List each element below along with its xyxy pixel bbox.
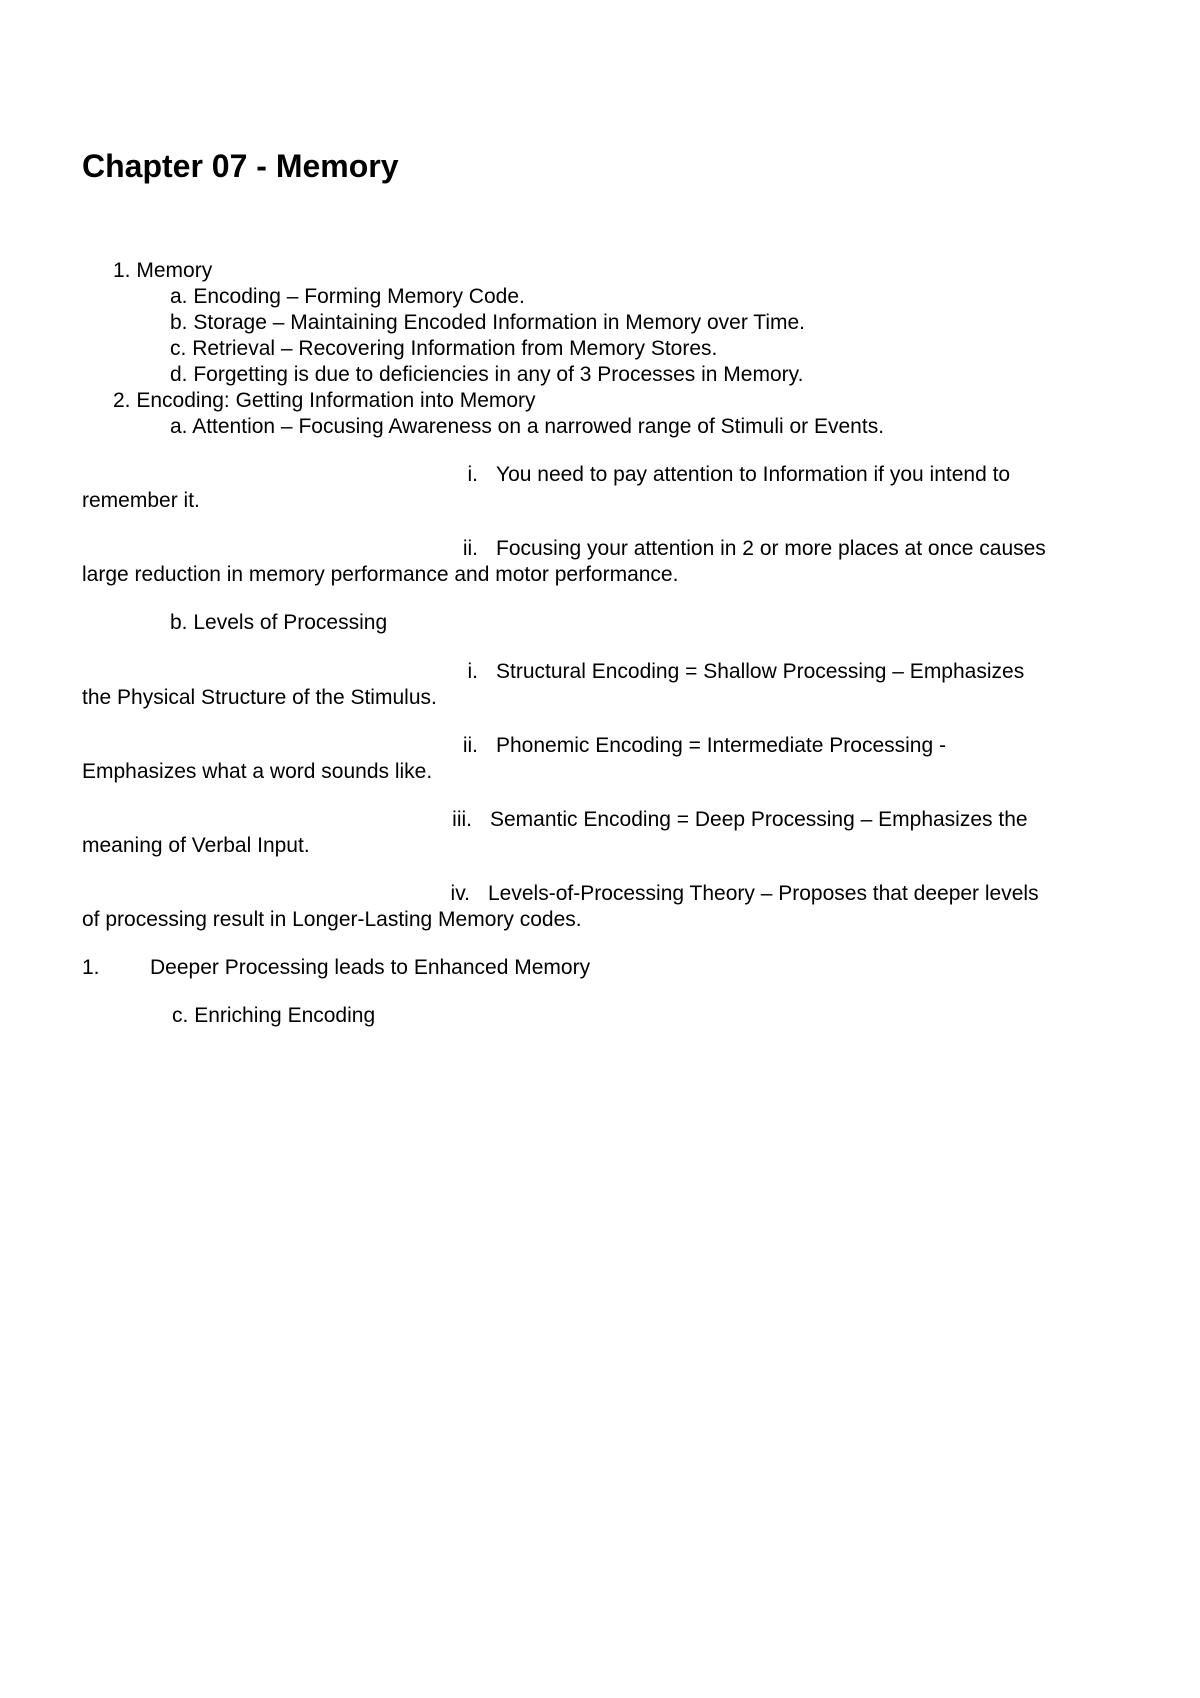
list-marker: iv. [450,882,470,905]
list-item-text: Enriching Encoding [194,1004,376,1027]
list-marker: b. [170,311,188,334]
list-item-continuation: the Physical Structure of the Stimulus. [82,686,437,709]
list-item-continuation: Emphasizes what a word sounds like. [82,760,433,783]
list-item-text: Encoding – Forming Memory Code. [193,285,525,308]
list-item-text: Levels of Processing [193,611,388,634]
list-marker: 2. [113,389,131,412]
list-marker: d. [170,363,188,386]
list-marker: ii. [462,734,478,757]
list-item-text: You need to pay attention to Information if you intend to [496,463,1011,486]
list-marker: i. [467,463,478,486]
list-item-text: Focusing your attention in 2 or more places at once causes [496,537,1046,560]
list-item-text: Phonemic Encoding = Intermediate Processing - [496,734,946,757]
list-item-text: Attention – Focusing Awareness on a narrowed range of Stimuli or Events. [192,415,885,438]
list-marker: c. [170,337,187,360]
list-item [170,310,805,336]
list-item-text: Structural Encoding = Shallow Processing – Emphasizes [496,660,1025,683]
page-title: Chapter 07 - Memory [82,148,399,184]
list-marker: 1. [113,259,131,282]
list-marker: iii. [452,808,472,831]
list-item [170,610,387,636]
list-item-continuation: remember it. [82,489,200,512]
list-item-continuation: meaning of Verbal Input. [82,834,310,857]
list-item-text: Forgetting is due to deficiencies in any of 3 Processes in Memory. [193,363,804,386]
list-item-text: Semantic Encoding = Deep Processing – Emphasizes the [490,808,1028,831]
list-item [422,881,1039,907]
list-item [430,659,1024,685]
list-item [113,388,536,414]
list-item [170,284,525,310]
list-marker: ii. [462,537,478,560]
list-item [424,807,1028,833]
list-item-text: Memory [136,259,213,282]
list-marker: b. [170,611,188,634]
list-marker: 1. [82,956,100,979]
list-item-text: Deeper Processing leads to Enhanced Memory [150,956,591,979]
list-item [170,362,803,388]
list-item-continuation: of processing result in Longer-Lasting Memory codes. [82,908,582,931]
list-item-text: Storage – Maintaining Encoded Information in Memory over Time. [193,311,805,334]
list-item-text: Encoding: Getting Information into Memory [136,389,536,412]
list-item [113,258,212,284]
list-item [170,336,717,362]
list-item [82,955,590,981]
list-item [430,462,1010,488]
list-item [172,1003,375,1029]
list-item [430,536,1046,562]
list-marker: a. [170,285,188,308]
list-item [170,414,884,440]
list-marker: i. [467,660,478,683]
list-marker: a. [170,415,188,438]
list-marker: c. [172,1004,189,1027]
list-item-continuation: large reduction in memory performance and motor performance. [82,563,679,586]
list-item-text: Retrieval – Recovering Information from Memory Stores. [192,337,718,360]
list-item [430,733,946,759]
list-item-text: Levels-of-Processing Theory – Proposes that deeper levels [488,882,1039,905]
